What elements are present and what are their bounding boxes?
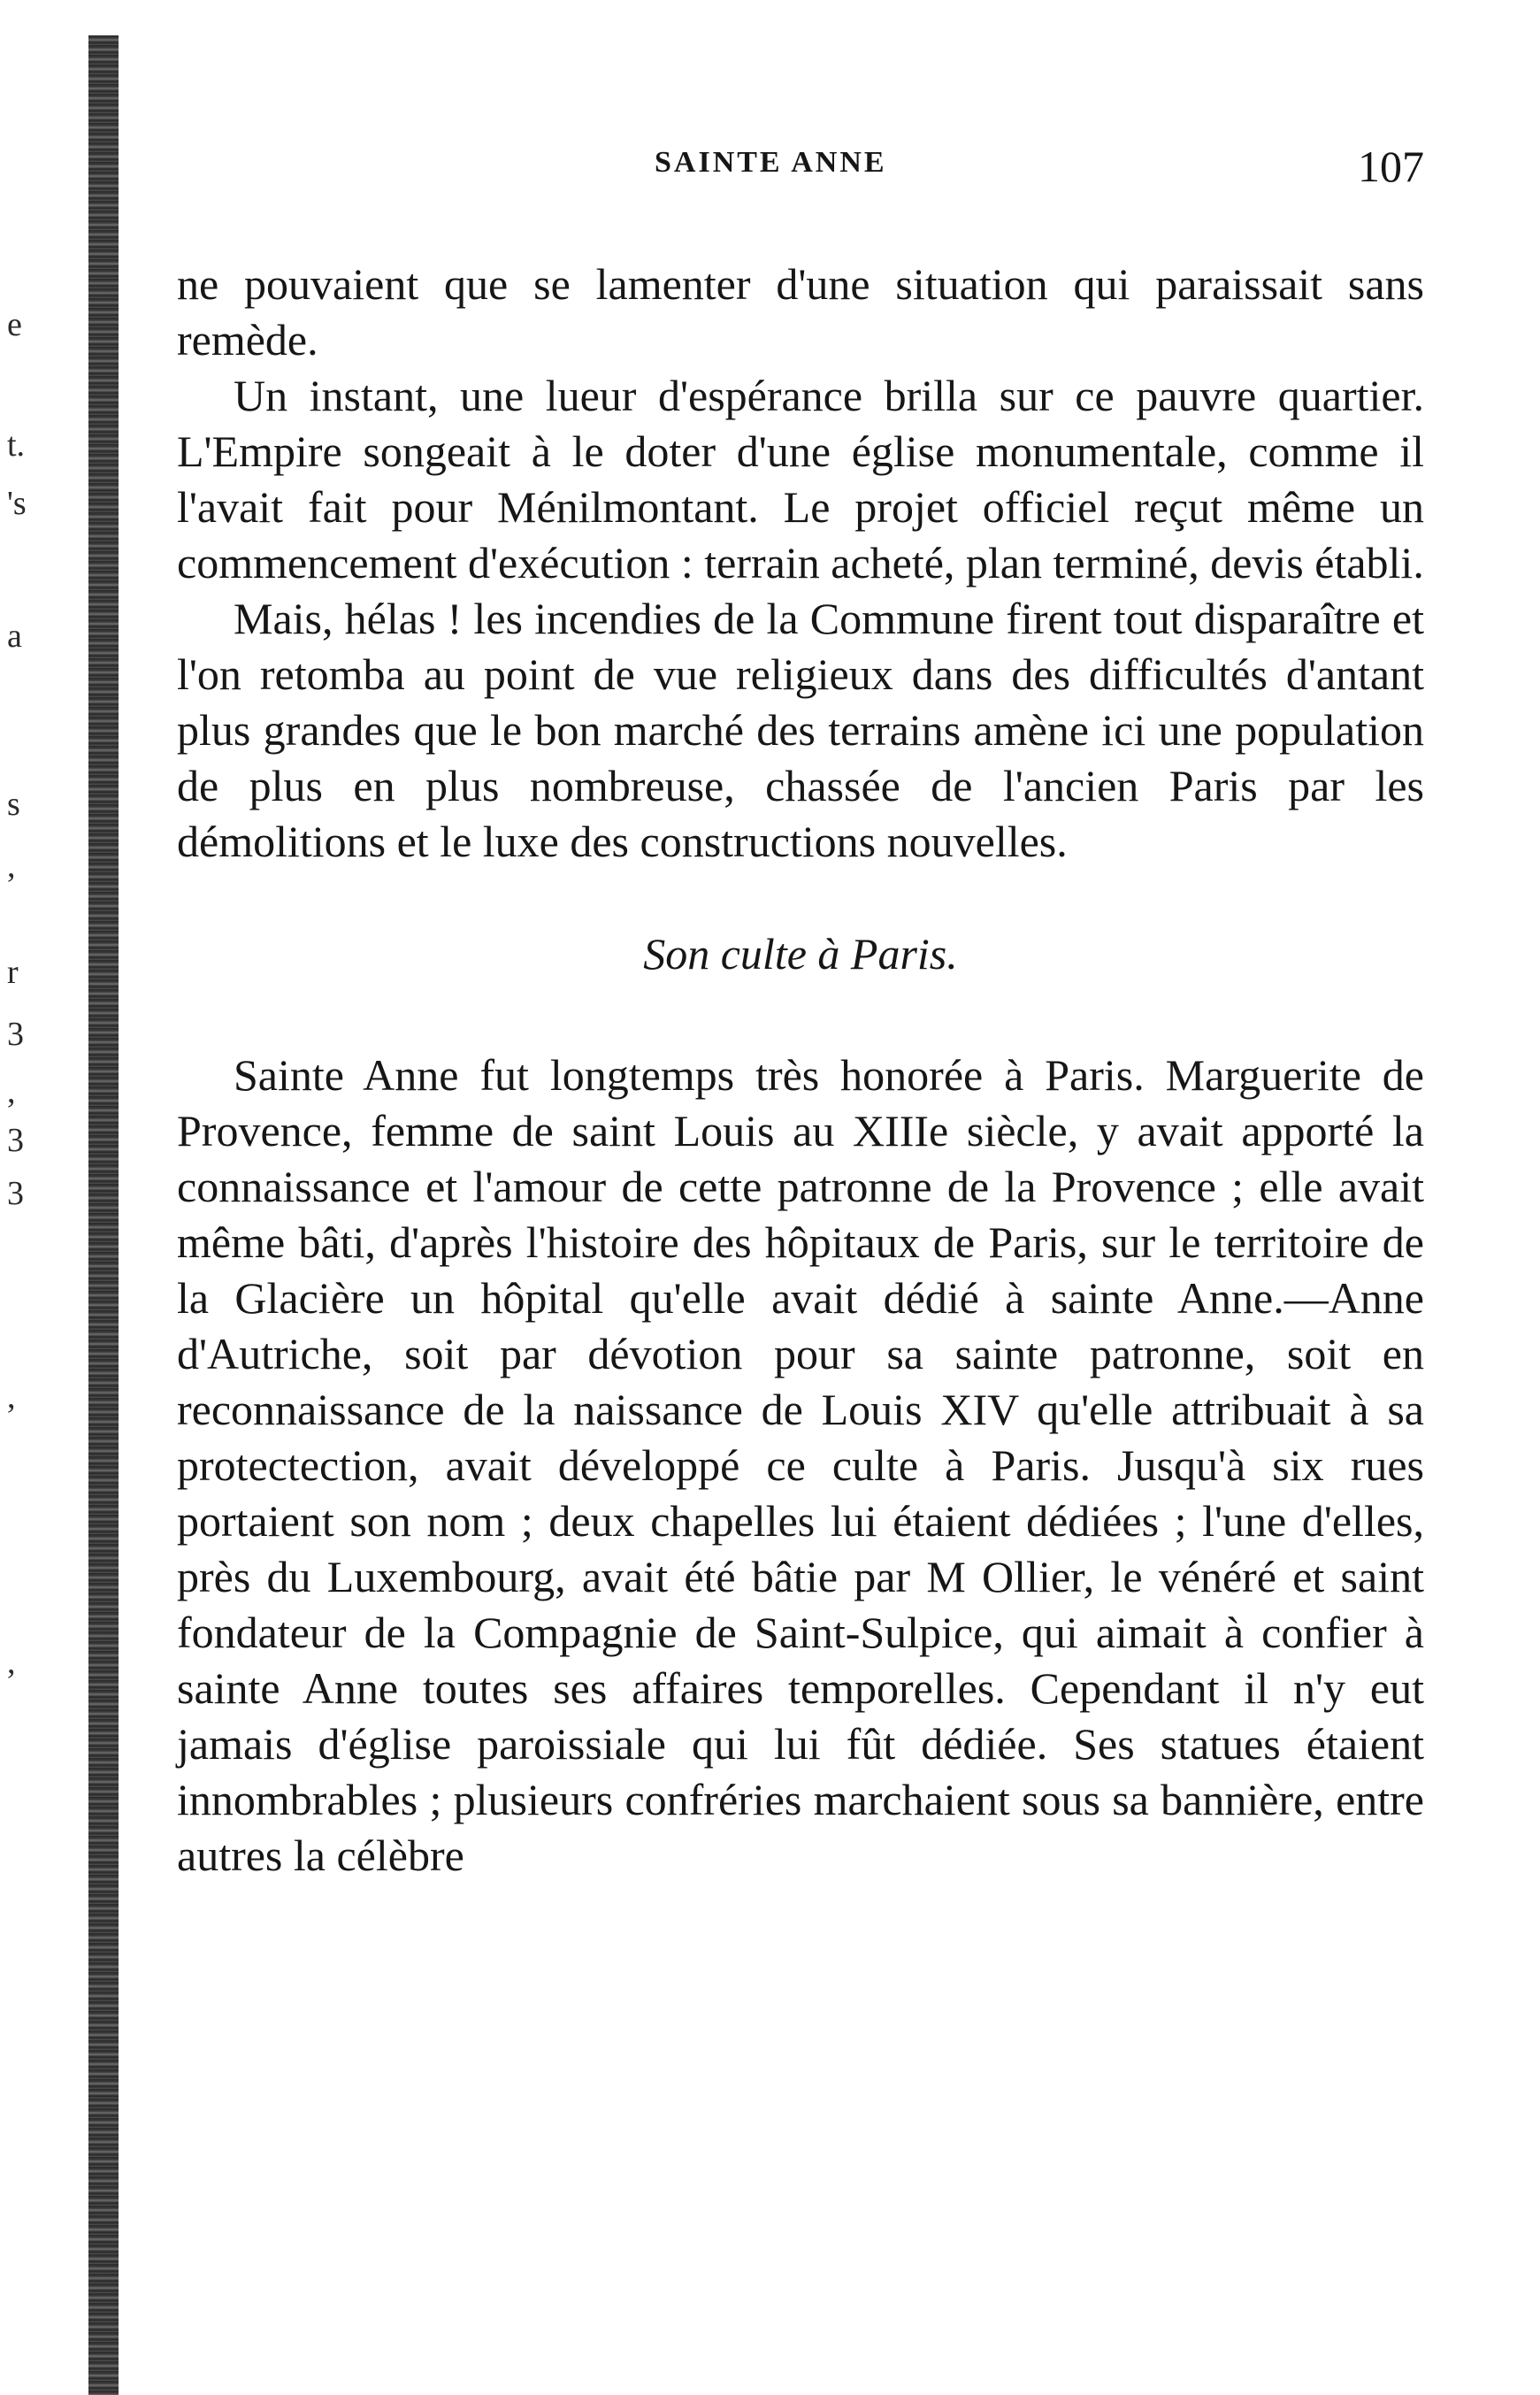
margin-fragment: 3 [7,1175,24,1212]
margin-fragment: s [7,786,20,823]
margin-fragment: 3 [7,1122,24,1159]
running-head: SAINTE ANNE [655,146,887,179]
margin-fragment: t. [7,426,26,464]
margin-fragment: 3 [7,1016,24,1053]
margin-fragment: , [7,848,16,885]
left-margin-fragments [0,0,53,2395]
paragraph: ne pouvaient que se lamenter d'une situation qui paraissait sans remède. [177,259,1424,365]
margin-fragment: 's [7,485,27,522]
margin-fragment: , [7,1378,16,1416]
paragraph: Mais, hélas ! les incendies de la Commune firent tout disparaître et l'on retomba au point de vue religieux dans des difficultés d'antant plus grandes que le bon marché des terrains amène ici une population de plus en plus nombreuse, chassée de l'ancien Paris par les démolitions et le luxe des constructions nouvelles. [177,594,1424,866]
margin-fragment: r [7,954,19,991]
body-text [177,257,1424,1884]
paragraph: Un instant, une lueur d'espérance brilla sur ce pauvre quartier. L'Empire songeait à le doter d'une église monumentale, comme il l'avait fait pour Ménilmontant. Le projet officiel reçut même un commencement d'exécution : terrain acheté, plan terminé, devis établi. [177,371,1424,587]
page-number: 107 [1358,142,1424,191]
paragraph: Sainte Anne fut longtemps très honorée à Paris. Marguerite de Provence, femme de saint Louis au XIIIe siècle, y avait apporté la connaissance et l'amour de cette patronne de la Provence ; elle avait même bâti, d'après l'histoire des hôpitaux de Paris, sur le territoire de la Glacière un hôpital qu'elle avait dédié à sainte Anne.—Anne d'Autriche, soit par dévotion pour sa sainte patronne, soit en reconnaissance de la naissance de Louis XIV qu'elle attribuait à sa protectection, avait développé ce culte à Paris. Jusqu'à six rues portaient son nom ; deux chapelles lui étaient dédiées ; l'une d'elles, près du Luxembourg, avait été bâtie par M Ollier, le vénéré et saint fondateur de la Compagnie de Saint-Sulpice, qui aimait à confier à sainte Anne toutes ses affaires temporelles. Cependant il n'y eut jamais d'église paroissiale qui lui fût dédiée. Ses statues étaient innombrables ; plusieurs confréries marchaient sous sa bannière, entre autres la célèbre [177,1050,1424,1880]
page-header [177,142,1424,199]
margin-fragment: e [7,306,22,343]
margin-fragment: , [7,1073,16,1110]
margin-fragment: , [7,1644,16,1681]
margin-fragment: a [7,618,22,655]
section-heading: Son culte à Paris. [643,929,958,979]
binding-gutter [88,35,119,2395]
